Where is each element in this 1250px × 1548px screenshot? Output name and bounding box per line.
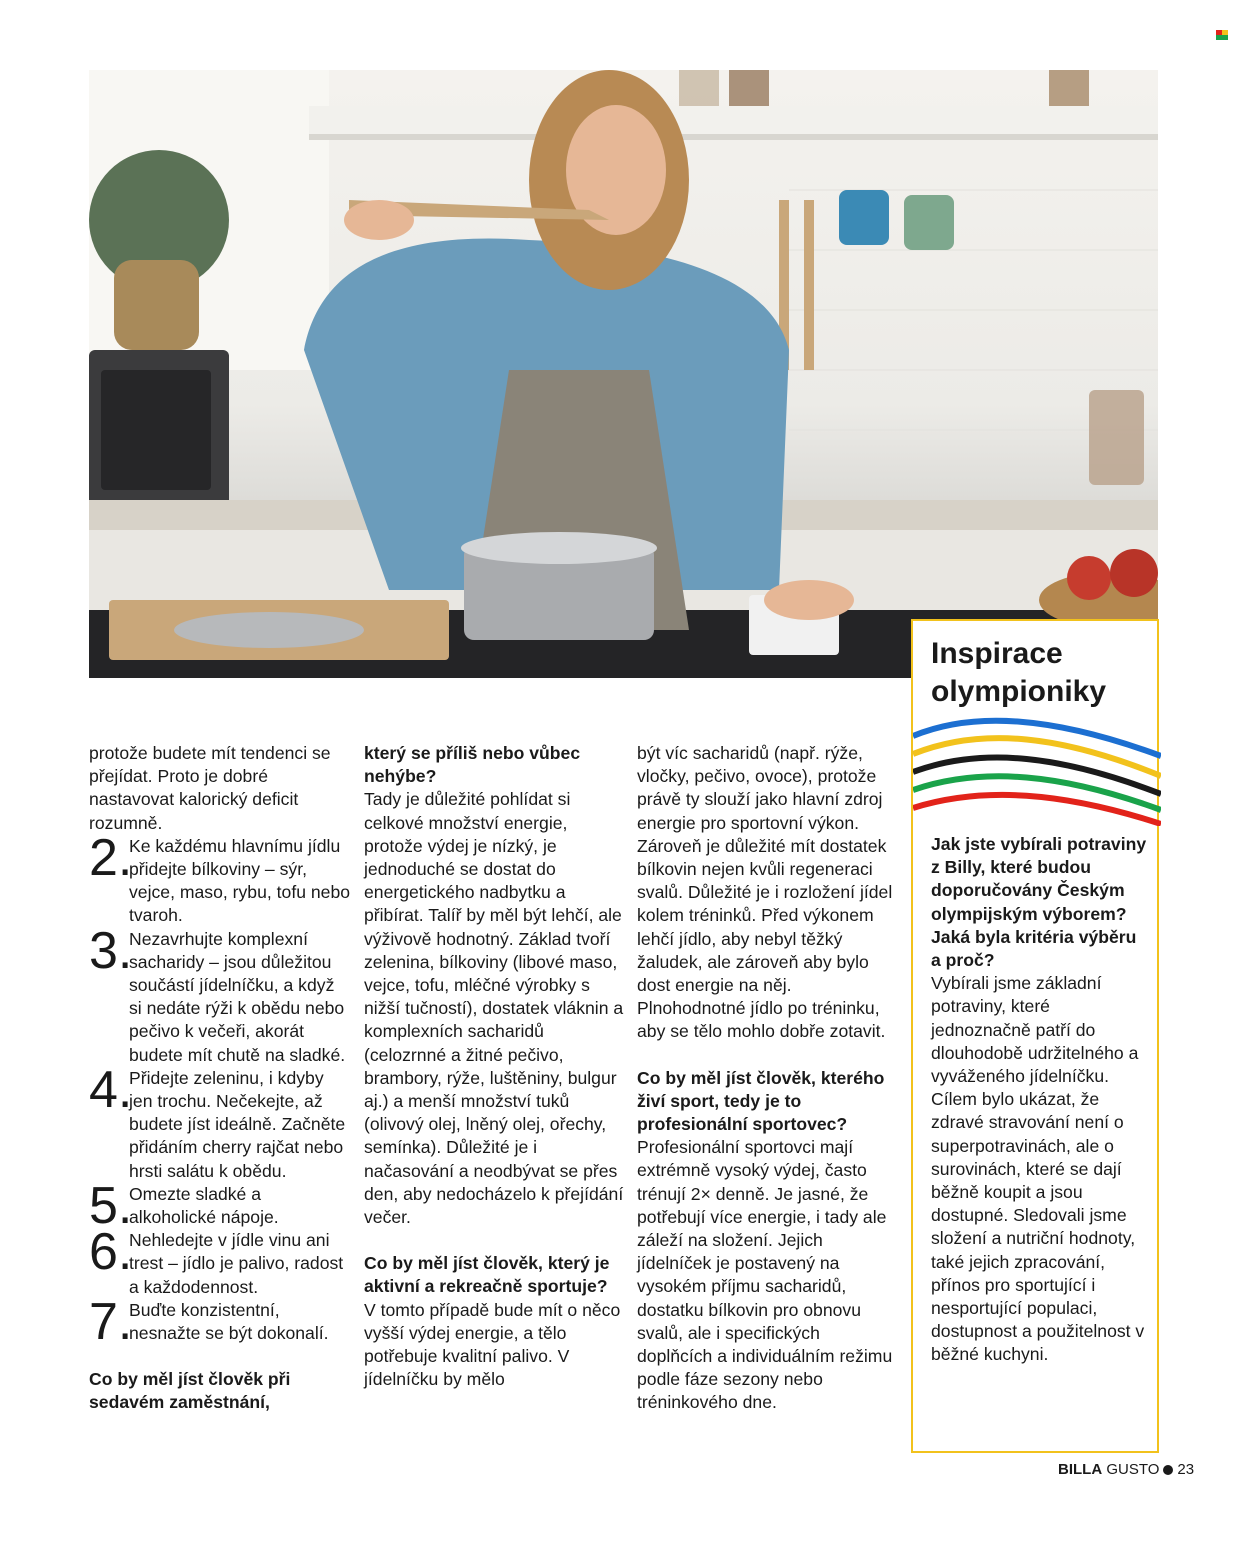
list-text: Omezte sladké a alkoholické nápoje. <box>129 1183 279 1228</box>
article-column-2 <box>364 742 626 1391</box>
sidebar-answer: Vybírali jsme základní potraviny, které jednoznačně patří do dlouhodobě udržitelného a vyváženého jídelníčku. Cílem bylo ukázat, že zdravé stravování není o superpotravinách, ale o surovinách, které se dají běžně koupit a jsou dostupné. Sledovali jsme složení a nutriční hodnoty, také jejich zpracování, přínos pro sportující i nesportující populaci, dostupnost a použitelnost v běžné kuchyni. <box>931 973 1145 1365</box>
question-professional: Co by měl jíst člověk, kterého živí sport, tedy je to profesionální sportovec? <box>637 1067 885 1135</box>
list-item-2 <box>89 828 351 928</box>
list-number: 7. <box>89 1292 133 1351</box>
article-column-1 <box>89 742 351 1415</box>
olympic-waves-icon <box>913 716 1161 826</box>
answer-professional: Profesionální sportovci mají extrémně vysoký výdej, často trénují 2× denně. Je jasné, že potřebují více energie, i tady ale záleží na složení. Jejich jídelníček je postavený na vysokém příjmu sacharidů, dostatku bílkovin pro obnovu svalů, ale i specifických doplňcích a individuálním režimu podle fáze sezony nebo tréninkového dne. <box>637 1137 893 1413</box>
list-item-7 <box>89 1292 351 1351</box>
list-text: Nehledejte v jídle vinu ani trest – jídlo je palivo, radost a každodennost. <box>129 1230 344 1297</box>
question-sedentary: Co by měl jíst člověk při sedavém zaměstnání, <box>89 1369 291 1413</box>
list-text: Ke každému hlavnímu jídlu přidejte bílkoviny – sýr, vejce, maso, rybu, tofu nebo tvaroh. <box>129 835 351 926</box>
footer-brand: BILLA <box>1058 1461 1103 1478</box>
bullet-icon <box>1163 1465 1173 1475</box>
page-footer <box>1058 1460 1194 1480</box>
list-item-3 <box>89 921 351 1067</box>
footer-magazine: GUSTO <box>1106 1461 1160 1478</box>
list-number: 2. <box>89 828 133 887</box>
answer-sedentary: Tady je důležité pohlídat si celkové množství energie, protože výdej je nízký, je jednoduché se dostat do energetického nadbytku a přibírat. Talíř by měl být lehčí, ale výživově hodnotný. Základ tvoří zelenina, bílkoviny (libové maso, vejce, tofu, mléčné výrobky s nižší tučností), dostatek vláknin a komplexních sacharidů (celozrnné a žitné pečivo, brambory, rýže, luštěniny, bulgur aj.) a menší množství tuků (olivový olej, lněný olej, ořechy, semínka). Důležité je i načasování a neodbývat se přes den, aby nedocházelo k přejídání večer. <box>364 789 624 1228</box>
sidebar-title: Inspirace olympioniky <box>931 637 1107 708</box>
list-item-4 <box>89 1060 351 1183</box>
list-number: 6. <box>89 1223 133 1282</box>
list-text: Nezavrhujte komplexní sacharidy – jsou důležitou součástí jídelníčku, a když si nedáte rýži k obědu nebo pečivo k večeři, akorát budete mít chutě na sladké. <box>129 928 346 1065</box>
list-number: 5. <box>89 1176 133 1235</box>
answer-recreational: V tomto případě bude mít o něco vyšší výdej energie, a tělo potřebuje kvalitní palivo. V jídelníčku by mělo <box>364 1299 621 1390</box>
list-text: Buďte konzistentní, nesnažte se být dokonalí. <box>129 1299 329 1344</box>
list-item-6 <box>89 1223 351 1299</box>
answer-recreational-cont: být víc sacharidů (např. rýže, vločky, pečivo, ovoce), protože právě ty slouží jako hlavní zdroj energie pro sportovní výkon. Zároveň je důležité mít dostatek bílkovin nejen kvůli regeneraci svalů. Důležité je i rozložení jídel kolem tréninků. Před výkonem lehčí jídlo, aby nebyl těžký žaludek, ale zároveň aby bylo dost energie na něj. Plnohodnotné jídlo po tréninku, aby se tělo mohlo dobře zotavit. <box>637 743 893 1042</box>
sidebar-body <box>931 833 1151 1367</box>
list-number: 3. <box>89 921 133 980</box>
list-text: Přidejte zeleninu, i kdyby jen trochu. Nečekejte, až budete jíst ideálně. Začněte přidáním cherry rajčat nebo hrsti salátu k obědu. <box>129 1067 346 1181</box>
list-number: 4. <box>89 1060 133 1119</box>
olympic-sidebar <box>911 619 1159 1453</box>
corner-mark-icon <box>1216 30 1228 40</box>
question-sedentary-cont: který se příliš nebo vůbec nehýbe? <box>364 743 581 787</box>
intro-paragraph: protože budete mít tendenci se přejídat. Proto je dobré nastavovat kalorický deficit rozumně. <box>89 743 331 833</box>
question-recreational: Co by měl jíst člověk, který je aktivní a rekreačně sportuje? <box>364 1253 610 1297</box>
kitchen-illustration <box>89 70 1158 678</box>
hero-photo <box>89 70 1158 678</box>
sidebar-question: Jak jste vybírali potraviny z Billy, které budou doporučovány Českým olympijským výborem? Jaká byla kritéria výběru a proč? <box>931 834 1147 971</box>
article-column-3 <box>637 742 899 1415</box>
page-number: 23 <box>1177 1461 1195 1478</box>
